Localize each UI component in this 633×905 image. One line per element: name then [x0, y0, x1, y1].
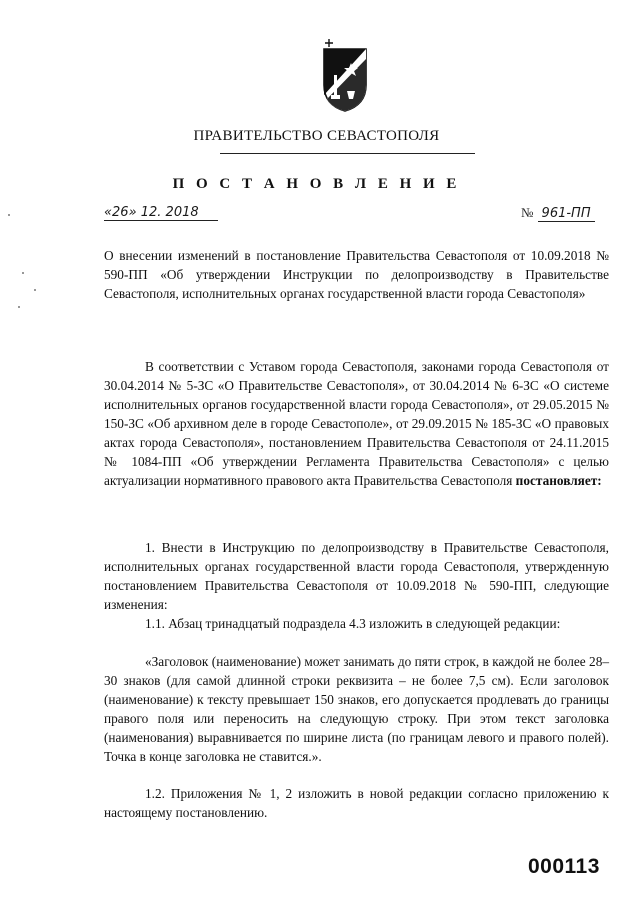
- date-month-year: 12. 2018: [140, 205, 199, 220]
- organization-name: ПРАВИТЕЛЬСТВО СЕВАСТОПОЛЯ: [193, 128, 440, 144]
- header-divider: [220, 153, 475, 154]
- date-open-quote: «: [104, 205, 113, 220]
- scan-speck: [22, 272, 24, 274]
- date-close-quote: »: [128, 205, 137, 220]
- preamble-resolves: постановляет:: [515, 473, 602, 488]
- scan-speck: [8, 214, 10, 216]
- number-prefix: №: [521, 205, 534, 220]
- document-subject: О внесении изменений в постановление Правительства Севастополя от 10.09.2018 № 590-ПП «Об утверждении Инструкции по делопроизводству в Правительстве Севастополя, исполнительных органах государственной власти города Севастополя»: [104, 248, 609, 301]
- scan-speck: [34, 289, 36, 291]
- scan-speck: [18, 306, 20, 308]
- preamble-paragraph: [104, 357, 609, 490]
- date-day: 26: [112, 205, 129, 220]
- item-1: 1. Внести в Инструкцию по делопроизводству в Правительстве Севастополя, исполнительных органах государственной власти города Севастополя, утвержденную постановлением Правительства Севастополя от 10.09.2018 № 590-ПП, следующие изменения:: [104, 540, 609, 612]
- item-1-1: 1.1. Абзац тринадцатый подраздела 4.3 изложить в следующей редакции:: [145, 616, 561, 631]
- document-date: [104, 205, 218, 221]
- item-1-1-quote: «Заголовок (наименование) может занимать до пяти строк, в каждой не более 28–30 знаков (для самой длинной строки реквизита – не более 7,5 см). Если заголовок (наименование) к тексту превышает 150 знаков, его допускается продлевать до границы правого поля или переносить на следующую строку. При этом текст заголовка (наименования) выравнивается по ширине листа (по границам левого и правого полей). Точка в конце заголовка не ставится.».: [104, 654, 609, 764]
- preamble-text: В соответствии с Уставом города Севастополя, законами города Севастополя от 30.04.2014 № 5-ЗС «О Правительстве Севастополя», от 30.04.2014 № 6-ЗС «О системе исполнительных органов государственной власти города Севастополя», от 29.05.2015 № 150-ЗС «Об архивном деле в городе Севастополе», от 29.09.2015 № 185-ЗС «О правовых актах города Севастополя», постановлением Правительства Севастополя от 24.11.2015 № 1084-ПП «Об утверждении Регламента Правительства Севастополя» с целью актуализации нормативного правового акта Правительства Севастополя: [104, 359, 609, 488]
- document-number: [521, 205, 595, 221]
- document-type: П О С Т А Н О В Л Е Н И Е: [172, 176, 461, 192]
- item-1-2: 1.2. Приложения № 1, 2 изложить в новой редакции согласно приложению к настоящему постановлению.: [104, 786, 609, 820]
- form-serial-number: 000113: [528, 855, 600, 878]
- sevastopol-coat-of-arms-icon: [321, 37, 369, 113]
- number-value: 961-ПП: [538, 206, 595, 222]
